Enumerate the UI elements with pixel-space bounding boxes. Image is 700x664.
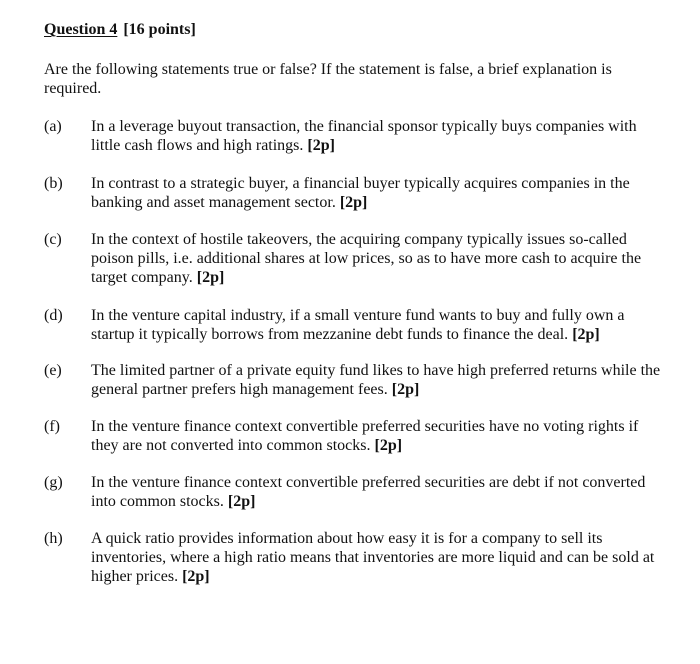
statement-points: [2p]	[391, 381, 420, 398]
statement-text: In the context of hostile takeovers, the acquiring company typically issues so-called poison pills, i.e. additional shares at low prices, so as to have more cash to acquire the target company.	[91, 231, 642, 286]
statement-text: In contrast to a strategic buyer, a financial buyer typically acquires companies in the banking and asset management sector.	[91, 175, 630, 211]
statement-points: [2p]	[374, 437, 403, 454]
statement-points: [2p]	[307, 137, 335, 154]
statement-label: (a)	[44, 118, 62, 135]
statement-body	[91, 361, 663, 399]
statement-text: In the venture capital industry, if a small venture fund wants to buy and fully own a startup it typically borrows from mezzanine debt funds to finance the deal.	[91, 307, 625, 343]
question-heading	[44, 20, 196, 40]
statement-label: (b)	[44, 175, 63, 192]
statement-text: In a leverage buyout transaction, the financial sponsor typically buys companies with little cash flows and high ratings.	[91, 118, 637, 154]
statement-text: In the venture finance context convertible preferred securities have no voting rights if they are not converted into common stocks.	[91, 418, 639, 454]
statement-body	[91, 473, 663, 511]
statement-body	[91, 306, 663, 344]
statement-label: (c)	[44, 231, 62, 248]
statement-label: (d)	[44, 307, 63, 324]
statement-text: In the venture finance context convertible preferred securities are debt if not converted into common stocks.	[91, 474, 646, 510]
question-number: Question 4	[44, 21, 118, 38]
statement-label: (h)	[44, 530, 63, 547]
statement-points: [2p]	[227, 493, 256, 510]
statement-label: (e)	[44, 362, 62, 379]
statement-points: [2p]	[339, 194, 368, 211]
statement-body	[91, 230, 663, 287]
statement-label: (g)	[44, 474, 63, 491]
statement-body	[91, 117, 663, 155]
statement-body	[91, 529, 663, 586]
question-points: [16 points]	[123, 21, 196, 38]
question-instructions: Are the following statements true or false? If the statement is false, a brief explanation is required.	[44, 61, 612, 97]
statement-body	[91, 174, 663, 212]
statement-body	[91, 417, 663, 455]
statement-points: [2p]	[196, 269, 225, 286]
statement-text: The limited partner of a private equity fund likes to have high preferred returns while the general partner prefers high management fees.	[91, 362, 661, 398]
statement-points: [2p]	[572, 326, 600, 343]
statement-text: A quick ratio provides information about how easy it is for a company to sell its inventories, where a high ratio means that inventories are more liquid and can be sold at higher prices.	[91, 530, 655, 585]
statement-label: (f)	[44, 418, 60, 435]
statement-points: [2p]	[182, 568, 210, 585]
